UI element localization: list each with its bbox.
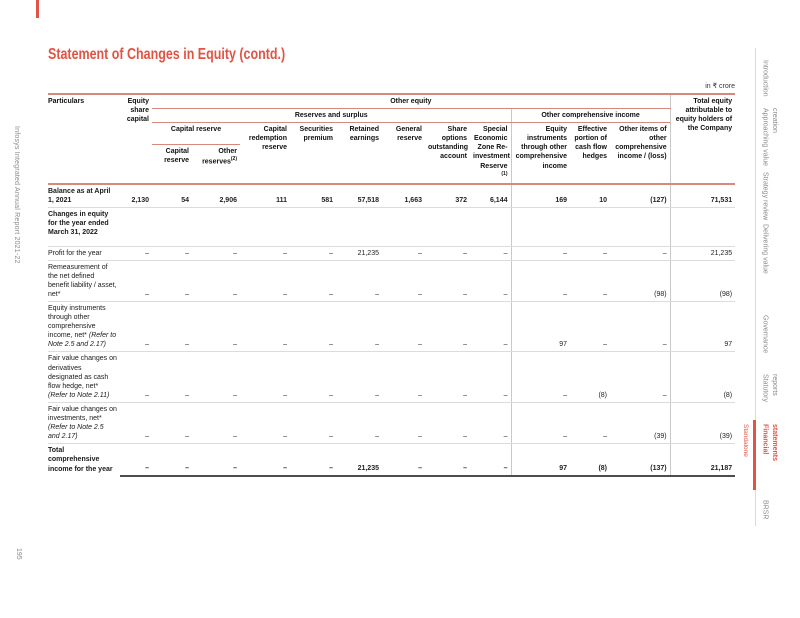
page-number: 195 [15,548,22,560]
cell-value: – [511,260,570,301]
cell-value: – [425,444,470,476]
cell-value: 6,144 [470,184,511,208]
other-reserves-label: Other reserves [202,148,237,166]
cell-value: 97 [670,302,735,352]
cell-value: – [511,246,570,260]
row-label: Equity instruments through other comprehensive income, net* (Refer to Note 2.5 and 2.17) [48,302,120,352]
cell-value: – [240,352,290,402]
cell-value: – [610,302,670,352]
cell-value: 21,235 [336,444,382,476]
cell-value: – [152,302,192,352]
report-title-vertical: Infosys Integrated Annual Report 2021-22 [13,126,20,264]
cell-value: 97 [511,444,570,476]
cell-value: – [192,444,240,476]
cell-value: 57,518 [336,184,382,208]
cell-value: (127) [610,184,670,208]
col-header-particulars: Particulars [48,94,120,184]
cell-value [152,208,192,246]
cell-value: (8) [570,352,610,402]
sez-reserve-label: Special Economic Zone Re-investment Reserve [473,126,510,170]
cell-value: – [425,352,470,402]
cell-value [382,208,425,246]
nav-item-strategy-review[interactable]: Strategy review [761,172,769,221]
col-header-capital-reserve-sub: Capital reserve [152,145,192,184]
cell-value: 2,906 [192,184,240,208]
cell-value [120,208,152,246]
cell-value [610,208,670,246]
equity-table [48,93,735,477]
cell-value: – [610,246,670,260]
cell-value: – [470,402,511,443]
table-row [48,302,735,352]
cell-value: – [290,302,336,352]
table-header [48,94,735,184]
cell-value: – [425,246,470,260]
nav-item-approaching-value-creation[interactable]: Approaching value creation [761,108,778,166]
cell-value: – [382,444,425,476]
cell-value: (39) [610,402,670,443]
cell-value: – [610,352,670,402]
cell-value: – [382,260,425,301]
cell-value: – [192,246,240,260]
row-label: Total comprehensive income for the year [48,444,120,476]
table-row [48,352,735,402]
cell-value: – [240,246,290,260]
cell-value [290,208,336,246]
cell-value: – [192,402,240,443]
cell-value: – [336,352,382,402]
page-title: Statement of Changes in Equity (contd.) [48,46,286,63]
row-label: Balance as at April 1, 2021 [48,184,120,208]
col-header-oci-other-items: Other items of other comprehensive income / (loss) [610,123,670,184]
cell-value: 2,130 [120,184,152,208]
cell-value: – [120,302,152,352]
cell-value: – [470,246,511,260]
cell-value: 581 [290,184,336,208]
group-header-reserves-and-surplus: Reserves and surplus [152,109,511,123]
cell-value: – [120,402,152,443]
cell-value: – [570,302,610,352]
cell-value: 71,531 [670,184,735,208]
cell-value: – [570,246,610,260]
cell-value: – [152,246,192,260]
row-label: Profit for the year [48,246,120,260]
cell-value: – [240,444,290,476]
table-row [48,184,735,208]
col-header-other-reserves [192,145,240,184]
cell-value: – [120,260,152,301]
nav-item-introduction[interactable]: Introduction [761,60,769,97]
cell-value: – [336,402,382,443]
row-label: Changes in equity for the year ended March 31, 2022 [48,208,120,246]
cell-value [570,208,610,246]
cell-value: – [382,352,425,402]
active-nav-indicator-bar [753,420,756,490]
cell-value: – [290,402,336,443]
col-header-retained-earnings: Retained earnings [336,123,382,184]
col-header-oci-effective-portion: Effective portion of cash flow hedges [570,123,610,184]
col-header-sez-reserve [470,123,511,184]
row-label-note: (Refer to Note 2.11) [48,391,110,399]
cell-value [336,208,382,246]
cell-value: – [425,402,470,443]
cell-value: – [470,302,511,352]
row-label: Fair value changes on derivatives designated as cash flow hedge, net* (Refer to Note 2.11) [48,352,120,402]
nav-sublabel-standalone: Standalone [742,424,749,457]
cell-value: – [152,402,192,443]
cell-value: – [192,302,240,352]
cell-value: – [152,352,192,402]
cell-value: 1,663 [382,184,425,208]
cell-value: – [240,302,290,352]
table-row [48,246,735,260]
table-row [48,208,735,246]
row-label: Fair value changes on investments, net* (Refer to Note 2.5 and 2.17) [48,402,120,443]
nav-item-delivering-value[interactable]: Delivering value [761,224,769,274]
cell-value: – [425,302,470,352]
cell-value: – [120,352,152,402]
table-row [48,444,735,476]
cell-value: – [382,302,425,352]
cell-value: (8) [670,352,735,402]
row-label: Remeasurement of the net defined benefit liability / asset, net* [48,260,120,301]
cell-value: – [511,352,570,402]
cell-value: – [570,260,610,301]
group-header-capital-reserve: Capital reserve [152,123,240,145]
cell-value: – [382,246,425,260]
cell-value: (98) [610,260,670,301]
col-header-general-reserve: General reserve [382,123,425,184]
cell-value: – [120,444,152,476]
cell-value: – [336,302,382,352]
cell-value: – [240,402,290,443]
nav-item-brsr[interactable]: BRSR [761,500,769,520]
cell-value: – [240,260,290,301]
cell-value: – [290,352,336,402]
cell-value: 21,187 [670,444,735,476]
cell-value: – [470,352,511,402]
cell-value: – [152,444,192,476]
col-header-securities-premium: Securities premium [290,123,336,184]
group-header-other-comprehensive-income: Other comprehensive income [511,109,670,123]
nav-item-financial-statements[interactable]: Financial statements [761,424,778,461]
row-label-note: (Refer to Note 2.5 and 2.17) [48,332,117,349]
cell-value: 21,235 [670,246,735,260]
cell-value: (98) [670,260,735,301]
cell-value: 97 [511,302,570,352]
corner-accent-mark [36,0,39,18]
cell-value: 54 [152,184,192,208]
cell-value: – [290,260,336,301]
cell-value [425,208,470,246]
cell-value: – [470,444,511,476]
cell-value [670,208,735,246]
cell-value: (137) [610,444,670,476]
equity-table-body [48,184,735,476]
cell-value: – [192,260,240,301]
cell-value: – [511,402,570,443]
cell-value: (8) [570,444,610,476]
cell-value: – [290,444,336,476]
col-header-capital-redemption-reserve: Capital redemption reserve [240,123,290,184]
cell-value: – [425,260,470,301]
cell-value: (39) [670,402,735,443]
col-header-oci-equity-instruments: Equity instruments through other comprehensive income [511,123,570,184]
table-row [48,402,735,443]
cell-value: 10 [570,184,610,208]
cell-value: – [570,402,610,443]
cell-value [470,208,511,246]
row-label-note: (Refer to Note 2.5 and 2.17) [48,424,104,441]
cell-value: – [290,246,336,260]
cell-value: 169 [511,184,570,208]
cell-value: – [120,246,152,260]
cell-value: – [382,402,425,443]
cell-value: 111 [240,184,290,208]
cell-value: – [336,260,382,301]
cell-value: – [192,352,240,402]
group-header-other-equity: Other equity [152,94,670,109]
table-row [48,260,735,301]
currency-unit-note: in ₹ crore [705,83,735,90]
cell-value: 372 [425,184,470,208]
sez-reserve-footnote-ref: (1) [501,170,508,177]
other-reserves-footnote-ref: (2) [230,156,237,163]
col-header-total-equity: Total equity attributable to equity holders of the Company [670,94,735,184]
cell-value: – [152,260,192,301]
col-header-share-options: Share options outstanding account [425,123,470,184]
cell-value [192,208,240,246]
col-header-equity-share-capital: Equity share capital [120,94,152,184]
cell-value: 21,235 [336,246,382,260]
cell-value [511,208,570,246]
cell-value: – [470,260,511,301]
nav-item-statutory-reports[interactable]: Statutory reports [761,374,778,403]
cell-value [240,208,290,246]
nav-item-governance[interactable]: Governance [761,315,769,354]
